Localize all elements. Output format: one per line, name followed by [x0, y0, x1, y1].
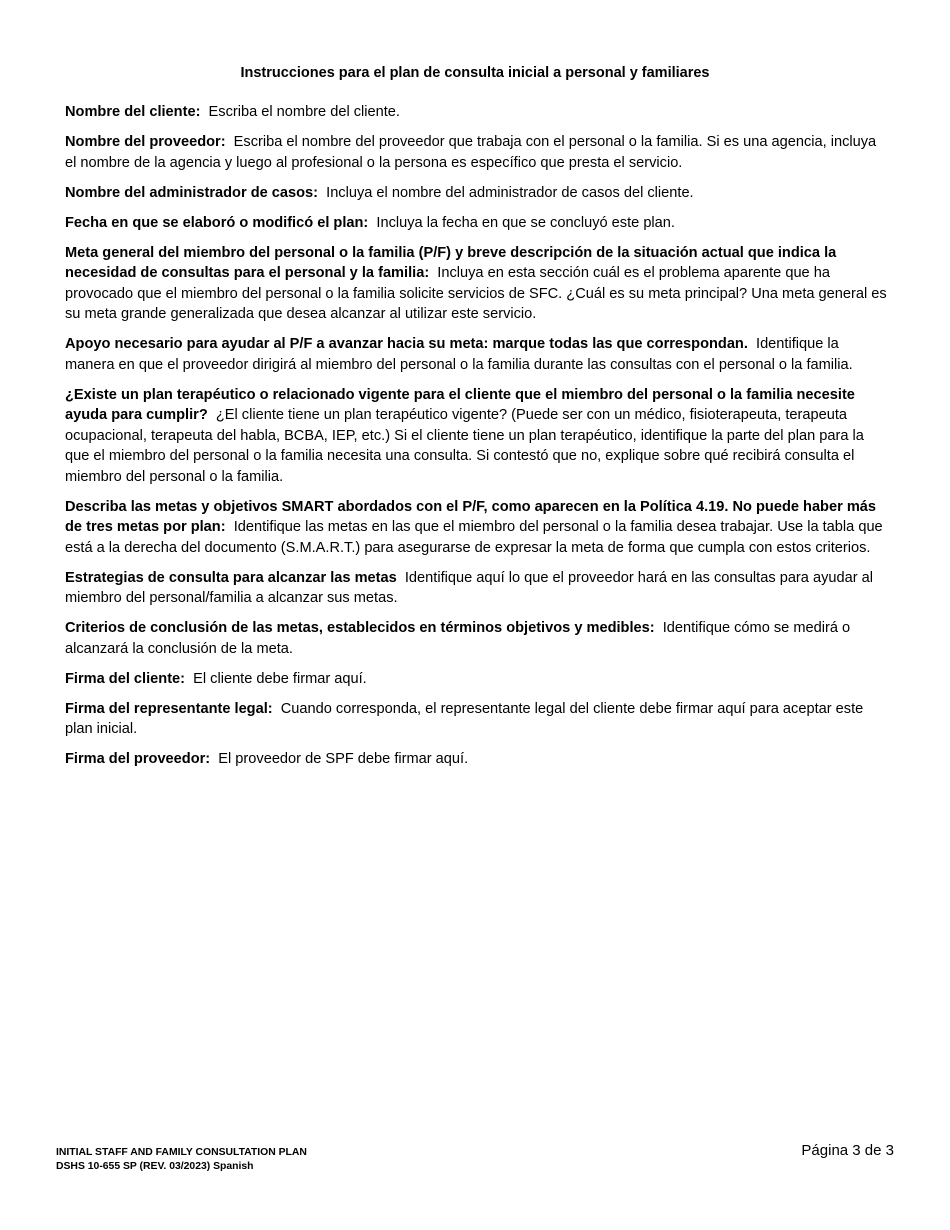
- section-label: Nombre del proveedor:: [65, 134, 226, 150]
- section-text: Identifique la manera en que el proveedor dirigirá al miembro del personal o la familia durante las consultas con el personal o la familia.: [65, 336, 853, 373]
- footer-form-number: DSHS 10-655 SP (REV. 03/2023) Spanish: [56, 1161, 254, 1172]
- section-text: Cuando corresponda, el representante legal del cliente debe firmar aquí para aceptar este plan inicial.: [65, 700, 864, 737]
- section-text: Identifique cómo se medirá o alcanzará la conclusión de la meta.: [65, 620, 851, 657]
- section-label: Apoyo necesario para ayudar al P/F a avanzar hacia su meta: marque todas las que correspondan.: [65, 336, 748, 352]
- section-case-manager-name: [65, 183, 887, 204]
- section-label: ¿Existe un plan terapéutico o relacionado vigente para el cliente que el miembro del personal o la familia necesite ayuda para cumplir?: [65, 386, 855, 423]
- section-text: Incluya la fecha en que se concluyó este plan.: [376, 214, 675, 231]
- section-text: Identifique aquí lo que el proveedor hará en las consultas para ayudar al miembro del personal/familia a alcanzar sus metas.: [65, 569, 874, 606]
- section-completion-criteria: [65, 618, 887, 659]
- footer-form-info: [56, 1146, 307, 1174]
- section-label: Firma del proveedor:: [65, 751, 211, 767]
- section-support-needed: [65, 334, 887, 375]
- section-text: Escriba el nombre del proveedor que trabaja con el personal o la familia. Si es una agencia, incluya el nombre de la agencia y luego al profesional o la persona es específico que presta el servicio.: [65, 134, 877, 171]
- section-label: Fecha en que se elaboró o modificó el plan:: [65, 214, 369, 231]
- section-text: El proveedor de SPF debe firmar aquí.: [218, 751, 469, 767]
- section-provider-signature: [65, 749, 887, 770]
- section-legal-rep-signature: [65, 699, 887, 740]
- section-plan-date: [65, 213, 887, 234]
- section-text: Incluya el nombre del administrador de casos del cliente.: [326, 184, 694, 201]
- section-text: Incluya en esta sección cuál es el problema aparente que ha provocado que el miembro del personal o la familia solicite servicios de SFC. ¿Cuál es su meta principal? Una meta general es su meta grande generalizada que desea alcanzar al utilizar este servicio.: [65, 265, 887, 322]
- section-client-name: [65, 102, 887, 123]
- instructions-body: [65, 102, 887, 779]
- section-text: Escriba el nombre del cliente.: [208, 104, 400, 120]
- section-label: Nombre del administrador de casos:: [65, 184, 319, 201]
- section-label: Firma del representante legal:: [65, 700, 273, 717]
- section-label: Criterios de conclusión de las metas, establecidos en términos objetivos y medibles:: [65, 620, 655, 636]
- section-label: Nombre del cliente:: [65, 104, 201, 120]
- section-label: Estrategias de consulta para alcanzar las metas: [65, 569, 397, 586]
- section-label: Describa las metas y objetivos SMART abordados con el P/F, como aparecen en la Política 4.19. No puede haber más de tres metas por plan:: [65, 498, 877, 535]
- section-text: Identifique las metas en las que el miembro del personal o la familia desea trabajar. Use la tabla que está a la derecha del documento (S.M.A.R.T.) para asegurarse de expresar la meta de forma que cumpla con estos criterios.: [65, 519, 883, 556]
- footer-form-name: INITIAL STAFF AND FAMILY CONSULTATION PLAN: [56, 1147, 307, 1158]
- section-general-goal: [65, 243, 887, 325]
- section-label: Meta general del miembro del personal o la familia (P/F) y breve descripción de la situación actual que indica la necesidad de consultas para el personal y la familia:: [65, 244, 837, 281]
- section-label: Firma del cliente:: [65, 670, 186, 687]
- section-smart-goals: [65, 497, 887, 559]
- page-number: Página 3 de 3: [801, 1142, 894, 1159]
- section-therapeutic-plan: [65, 385, 887, 488]
- section-text: ¿El cliente tiene un plan terapéutico vigente? (Puede ser con un médico, fisioterapeuta, terapeuta ocupacional, terapeuta del habla, BCBA, IEP, etc.) Si el cliente tiene un plan terapéutico, identifique la parte del plan para la que el miembro del personal o la familia necesita una consulta. Si contestó que no, explique sobre qué recibirá consulta el miembro del personal o la familia.: [65, 407, 864, 485]
- section-client-signature: [65, 669, 887, 690]
- page-title: Instrucciones para el plan de consulta inicial a personal y familiares: [240, 65, 710, 81]
- section-provider-name: [65, 132, 887, 173]
- section-text: El cliente debe firmar aquí.: [193, 670, 367, 687]
- section-consultation-strategies: [65, 568, 887, 609]
